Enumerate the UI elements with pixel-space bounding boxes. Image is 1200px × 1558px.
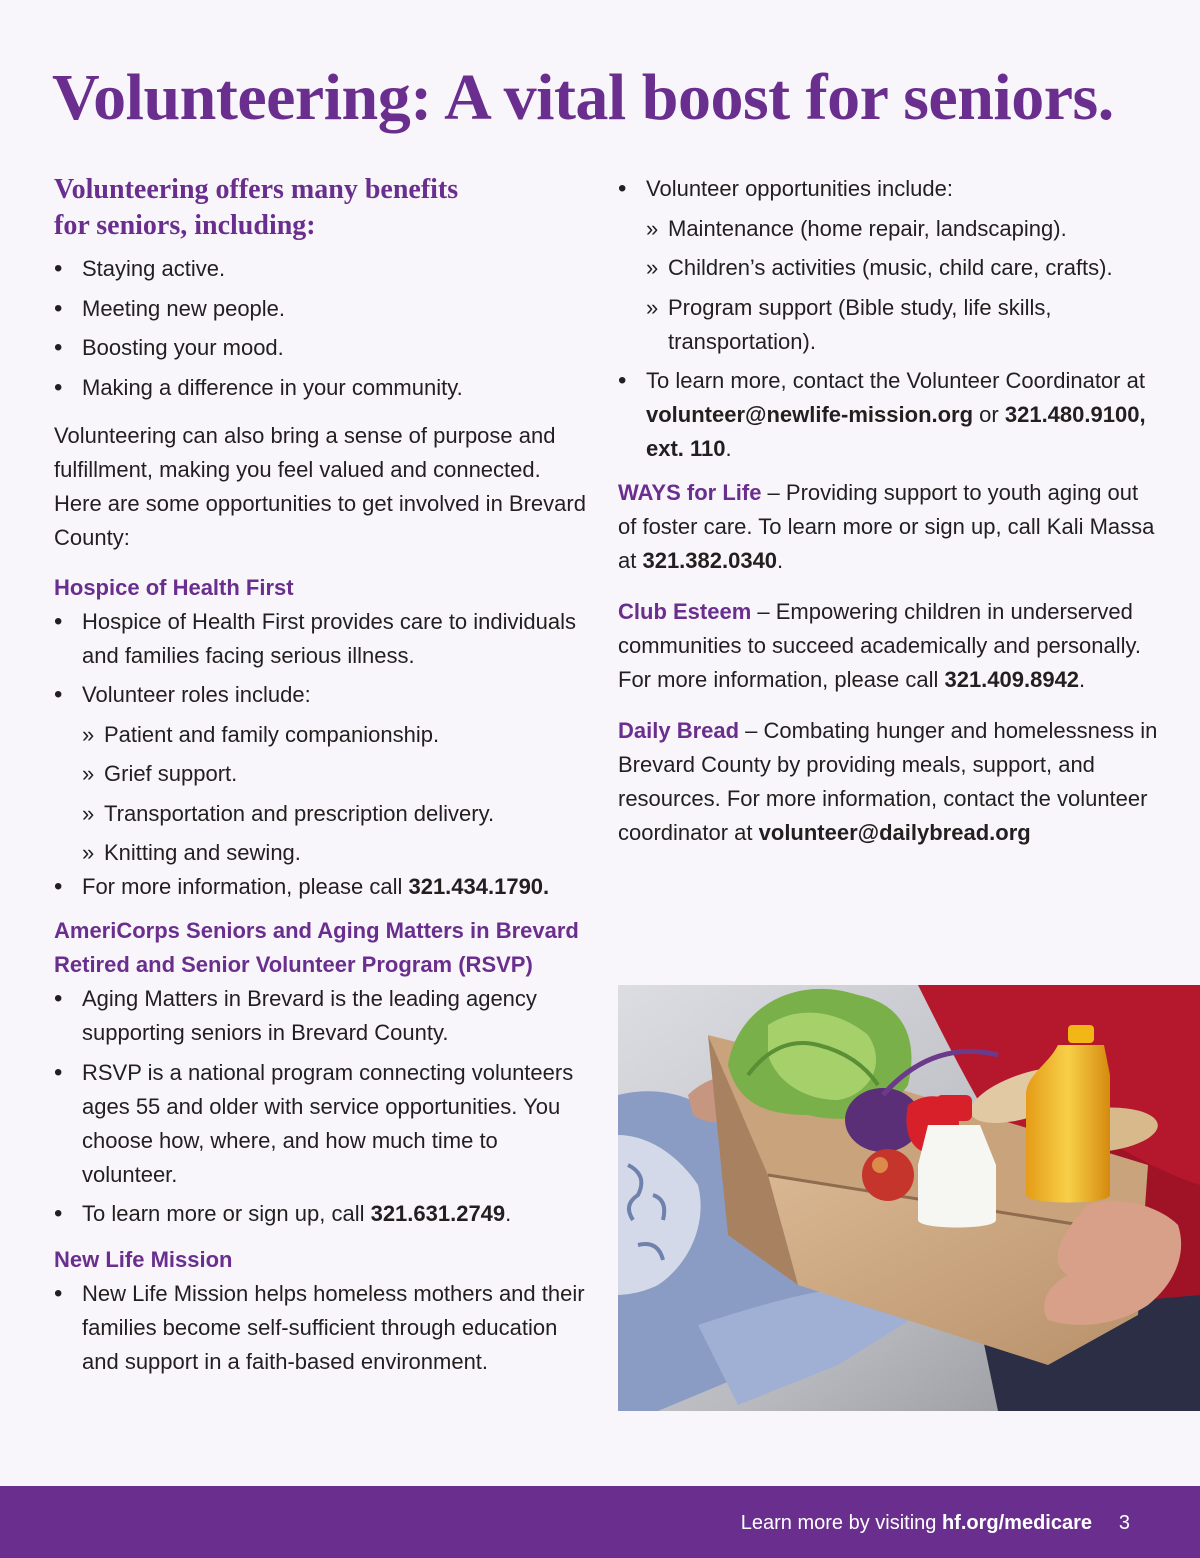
opportunities-sublist — [646, 212, 1158, 359]
list-item — [618, 364, 1158, 466]
ways-paragraph — [618, 476, 1158, 578]
section-title-newlife: New Life Mission — [54, 1247, 233, 1272]
section-title-club: Club Esteem — [618, 599, 752, 624]
intro-heading — [54, 172, 590, 244]
or-text: or — [973, 402, 1005, 427]
food-donation-photo — [618, 985, 1200, 1411]
section-title-americorps — [54, 914, 590, 982]
club-paragraph — [618, 595, 1158, 697]
list-item: • Aging Matters in Brevard is the leading agency supporting seniors in Brevard County. — [54, 982, 590, 1050]
section-title-line: AmeriCorps Seniors and Aging Matters in Brevard — [54, 918, 579, 943]
page-number: 3 — [1118, 1512, 1130, 1534]
list-item: • Meeting new people. — [54, 292, 590, 326]
roles-label: Volunteer roles include: — [82, 682, 311, 707]
sublist-item: » Maintenance (home repair, landscaping). — [646, 212, 1158, 246]
bread-text: – Combating hunger and homelessness in Brevard County by providing meals, support, and resources. For more information, contact the volunteer coordinator at — [618, 718, 1158, 845]
sublist-item: » Children’s activities (music, child care, crafts). — [646, 251, 1158, 285]
list-item — [54, 870, 590, 904]
section-title-line: Retired and Senior Volunteer Program (RSVP) — [54, 952, 533, 977]
bread-paragraph — [618, 714, 1158, 850]
list-item — [618, 172, 1158, 359]
list-item: • Hospice of Health First provides care to individuals and families facing serious illness. — [54, 605, 590, 673]
hospice-list — [54, 605, 590, 905]
phone-number: 321.409.8942 — [944, 667, 1080, 692]
intro-heading-line: Volunteering offers many benefits — [54, 174, 459, 205]
section-title-hospice: Hospice of Health First — [54, 574, 294, 600]
sublist-item: » Patient and family companionship. — [82, 718, 590, 752]
section-title-bread: Daily Bread — [618, 718, 740, 743]
left-column — [54, 172, 590, 1385]
list-item — [54, 678, 590, 870]
footer-url-link[interactable]: hf.org/medicare — [941, 1512, 1092, 1534]
phone-number: 321.631.2749 — [370, 1201, 506, 1226]
sublist-item: » Program support (Bible study, life skills, transportation). — [646, 291, 1158, 359]
opportunities-label: Volunteer opportunities include: — [646, 176, 953, 201]
club-text: – Empowering children in underserved communities to succeed academically and personally. For more information, please call — [618, 599, 1141, 692]
sublist-item: » Transportation and prescription delivery. — [82, 797, 590, 831]
intro-paragraph: Volunteering can also bring a sense of purpose and fulfillment, making you feel valued and connected. Here are some opportunities to get involved in Brevard County: — [54, 422, 586, 550]
right-column — [618, 172, 1158, 850]
list-item — [54, 1197, 590, 1231]
list-item: • New Life Mission helps homeless mothers and their families become self-sufficient through education and support in a faith-based environment. — [54, 1277, 590, 1379]
section-title-ways: WAYS for Life — [618, 480, 762, 505]
footer-bar — [0, 1486, 1200, 1558]
newlife-opportunities-list — [618, 172, 1158, 466]
list-item: • RSVP is a national program connecting volunteers ages 55 and older with service opportunities. You choose how, where, and how much time to volunteer. — [54, 1056, 590, 1192]
list-item: • Making a difference in your community. — [54, 371, 590, 405]
roles-sublist — [82, 718, 590, 871]
ways-text: – Providing support to youth aging out of foster care. To learn more or sign up, call Kali Massa at — [618, 480, 1155, 573]
footer-text — [741, 1510, 1092, 1536]
contact-text: To learn more, contact the Volunteer Coordinator at — [646, 368, 1145, 393]
info-text: For more information, please call — [82, 874, 409, 899]
sublist-item: » Knitting and sewing. — [82, 836, 590, 870]
phone-number: 321.382.0340 — [642, 548, 778, 573]
page-title: Volunteering: A vital boost for seniors. — [52, 61, 1114, 134]
email-link[interactable]: volunteer@dailybread.org — [758, 820, 1031, 845]
signup-text: To learn more or sign up, call — [82, 1201, 371, 1226]
intro-heading-line: for seniors, including: — [54, 210, 316, 241]
suffix: . — [505, 1201, 512, 1226]
newlife-list — [54, 1277, 590, 1379]
benefits-list — [54, 252, 590, 405]
sublist-item: » Grief support. — [82, 757, 590, 791]
phone-number: 321.480.9100, ext. 110 — [646, 402, 1146, 461]
email-link[interactable]: volunteer@newlife-mission.org — [646, 402, 974, 427]
food-box-illustration — [618, 985, 1200, 1411]
list-item: • Staying active. — [54, 252, 590, 286]
americorps-list — [54, 982, 590, 1231]
suffix: . — [1079, 667, 1086, 692]
suffix: . — [777, 548, 784, 573]
list-item: • Boosting your mood. — [54, 331, 590, 365]
footer-label: Learn more by visiting — [740, 1512, 942, 1534]
suffix: . — [725, 436, 732, 461]
phone-number: 321.434.1790. — [408, 874, 550, 899]
